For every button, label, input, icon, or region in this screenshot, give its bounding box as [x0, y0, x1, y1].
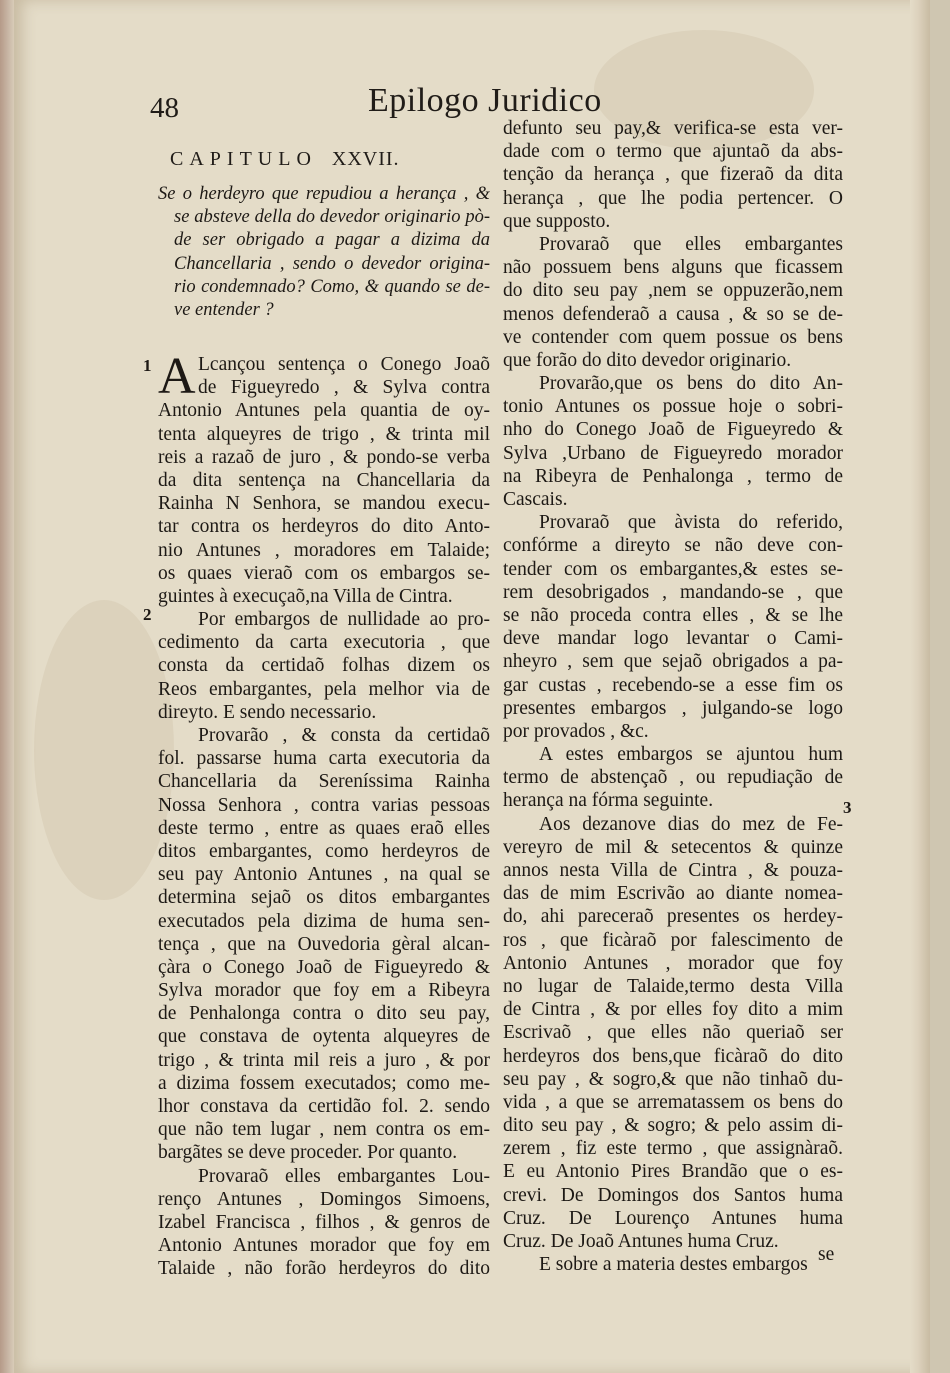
text-line: Provaraõ que elles embargantes	[539, 233, 843, 255]
chapter-number: XXVII.	[331, 148, 400, 170]
text-line: Izabel Francisca , filhos , & genros de	[158, 1211, 490, 1233]
text-line: vereyro de mil & setecentos & quinze	[503, 836, 843, 858]
text-line: herança na fórma seguinte.	[503, 790, 714, 812]
text-line: deste termo , entre as quaes eraõ elles	[158, 817, 490, 839]
page-number: 48	[150, 92, 179, 124]
text-line: a dizima fossem executados; como me-	[158, 1072, 490, 1094]
text-line: lhor constava da certidão fol. 2. sendo	[158, 1096, 490, 1117]
text-line: de Figueyredo , & Sylva contra	[198, 377, 490, 399]
text-line: reis a razaõ de juro , & pondo-se verba	[158, 446, 490, 468]
paragraph-1	[158, 348, 490, 608]
book-spine	[0, 0, 14, 1373]
text-line: Sylva morador que foy em a Ribeyra	[158, 980, 490, 1002]
text-line: confórme a direyto se não deve con-	[503, 535, 843, 557]
text-line: çàra o Conego Joaõ de Figueyredo &	[158, 956, 490, 978]
chapter-heading	[170, 148, 400, 171]
text-line: rem desobrigados , mandando-se , que	[503, 581, 843, 603]
text-line: Cascais.	[503, 489, 568, 510]
text-line: das de mim Escrivão ao diante nomea-	[503, 883, 843, 905]
text-line: bargãtes se deve proceder. Por quanto.	[158, 1142, 458, 1164]
summary-line: ve entender ?	[174, 299, 274, 320]
text-line: Chancellaria da Sereníssima Rainha	[158, 771, 490, 793]
text-line: crevi. De Domingos dos Santos huma	[503, 1184, 843, 1206]
chapter-label: CAPITULO	[170, 148, 317, 170]
text-line: determina sejaõ os ditos embargantes	[158, 887, 490, 909]
text-line: guintes à execuçaõ,na Villa de Cintra.	[158, 585, 453, 607]
text-line: de Penhalonga contra o dito seu pay,	[158, 1003, 490, 1025]
paper-stain	[34, 600, 174, 900]
text-line: nio Antunes , moradores em Talaide;	[158, 539, 490, 561]
text-line: direyto. E sendo necessario.	[158, 701, 377, 723]
text-line: tença , que na Ouvedoria gèral alcan-	[158, 933, 490, 955]
text-line: A estes embargos se ajuntou hum	[539, 744, 843, 766]
text-line: que constava de oytenta alqueyres de	[158, 1026, 490, 1048]
text-line: dade com o termo que ajuntaõ da abs-	[503, 141, 843, 163]
text-line: Por embargos de nullidade ao pro-	[198, 609, 490, 631]
text-line: de Cintra , & por elles foy dito a mim	[503, 999, 843, 1021]
text-line: Provaraõ elles embargantes Lou-	[198, 1165, 490, 1187]
text-line: Cruz. De Lourenço Antunes huma	[503, 1207, 843, 1229]
paragraph-number: 2	[143, 605, 152, 624]
text-line: Lcançou sentença o Conego Joaõ	[198, 354, 490, 375]
text-line: nho do Conego Joaõ de Figueyredo &	[503, 419, 843, 441]
text-line: tenta alqueyres de trigo , & trinta mil	[158, 423, 490, 445]
text-line: E eu Antonio Pires Brandão que o es-	[503, 1161, 843, 1183]
text-line: trigo , & trinta mil reis a juro , & por	[158, 1049, 490, 1071]
text-line: tenção da herança , que fizeraõ da dita	[503, 164, 843, 186]
paragraph-4	[158, 1165, 490, 1281]
text-line: E sobre a materia destes embargos	[539, 1254, 808, 1276]
summary-line: rio condemnado? Como, & quando se de-	[174, 276, 490, 297]
catchword: se	[818, 1244, 835, 1265]
text-line: consta da certidaõ folhas dizem os	[158, 655, 490, 677]
text-line: herdeyros dos bens,que ficàraõ do dito	[503, 1045, 843, 1067]
paragraph-2	[158, 608, 490, 724]
text-line: Nossa Senhora , contra varias pessoas	[158, 794, 490, 816]
text-line: Provarão,que os bens do dito An-	[539, 373, 843, 395]
text-line: herança , que lhe podia pertencer. O	[503, 187, 843, 209]
paragraph-3	[158, 724, 490, 1165]
text-line: Escrivaõ , que elles não queriaõ ser	[503, 1022, 843, 1044]
text-line: menos defenderaõ a causa , & so se de-	[503, 303, 843, 325]
paragraph-number: 1	[143, 356, 152, 375]
text-line: seu pay Antonio Antunes , na qual se	[158, 864, 490, 886]
page-edge	[910, 0, 930, 1373]
text-line: annos nesta Villa de Cintra , & pouza-	[503, 860, 843, 881]
text-line: executados pela dizima de huma sen-	[158, 910, 490, 932]
text-line: renço Antunes , Domingos Simoens,	[158, 1188, 490, 1210]
paragraph-e	[503, 743, 843, 813]
text-line: Talaide , não forão herdeyros do dito	[158, 1258, 490, 1280]
paragraph-g	[503, 1253, 843, 1276]
left-column	[158, 183, 490, 1281]
text-line: Sylva ,Urbano de Figueyredo morador	[503, 442, 843, 464]
text-line: os quaes vieraõ com os embargos se-	[158, 562, 490, 584]
text-line: do, ahi pareceraõ presentes os herdey-	[503, 906, 843, 928]
text-line: no lugar de Talaide,termo desta Villa	[503, 975, 843, 997]
paragraph-f	[503, 813, 843, 1254]
drop-cap: A	[158, 348, 196, 405]
text-line: vida , a que se arrematassem os bens do	[503, 1091, 843, 1113]
text-line: ve contender com quem possue os bens	[503, 326, 843, 348]
text-line: seu pay , & sogro,& que não tinhaõ du-	[503, 1068, 843, 1090]
text-line: Reos embargantes, pela melhor via de	[158, 678, 490, 700]
summary-line: se absteve della do devedor originario pò-	[174, 207, 490, 228]
text-line: Rainha N Senhora, se mandou execu-	[158, 493, 490, 515]
paragraph-c	[503, 372, 843, 511]
text-line: dito seu pay , & sogro; & pelo assim di-	[503, 1115, 843, 1137]
right-column	[503, 117, 843, 1276]
summary-line: Chancellaria , sendo o devedor origina-	[174, 253, 490, 274]
running-title: Epilogo Juridico	[368, 82, 602, 119]
text-line: nheyro , sem que sejaõ obrigados a pa-	[503, 651, 843, 673]
text-line: ditos embargantes, como herdeyros de	[158, 840, 490, 862]
summary-line: de ser obrigado a pagar a dizima da	[174, 230, 490, 251]
text-line: não possuem bens alguns que ficassem	[503, 257, 843, 279]
text-line: por provados , &c.	[503, 720, 649, 742]
text-line: Provaraõ que àvista do referido,	[539, 512, 843, 534]
text-line: se não proceda contra elles , & se lhe	[503, 604, 843, 626]
text-line: fol. passarse huma carta executoria da	[158, 748, 490, 770]
text-line: que não tem lugar , nem contra os em-	[158, 1119, 490, 1141]
text-line: zerem , fiz este termo , que assignàraõ.	[503, 1138, 843, 1160]
text-line: ros , que ficàraõ por falescimento de	[503, 929, 843, 951]
text-line: do dito seu pay ,nem se oppuzerão,nem	[503, 280, 843, 302]
text-line: Antonio Antunes , morador que foy	[503, 952, 843, 974]
text-line: tender com os embargantes,& estes se-	[503, 558, 843, 580]
text-line: presentes embargos , julgando-se logo	[503, 697, 843, 719]
continued-paragraph	[503, 117, 843, 233]
text-line: gar custas , recebendo-se a esse fim os	[503, 674, 843, 696]
summary-line: Se o herdeyro que repudiou a herança , &	[158, 184, 490, 204]
paragraph-d	[503, 511, 843, 743]
text-line: da dita sentença na Chancellaria da	[158, 469, 490, 491]
text-line: Provarão , & consta da certidaõ	[198, 725, 490, 746]
text-line: tonio Antunes os possue hoje o sobri-	[503, 396, 843, 418]
text-line: termo de abstençaõ , ou repudiação de	[503, 767, 843, 789]
text-line: tar contra os herdeyros do dito Anto-	[158, 516, 490, 538]
text-line: Antonio Antunes pela quantia de oy-	[158, 400, 490, 422]
text-line: cedimento da carta executoria , que	[158, 632, 490, 654]
text-line: Aos dezanove dias do mez de Fe-	[539, 813, 843, 835]
text-line: que supposto.	[503, 210, 611, 232]
paragraph-number: 3	[843, 798, 852, 817]
text-line: defunto seu pay,& verifica-se esta ver-	[503, 118, 843, 139]
text-line: deve mandar logo levantar o Cami-	[503, 628, 843, 650]
text-line: que forão do dito devedor originario.	[503, 349, 792, 371]
text-line: na Ribeyra de Penhalonga , termo de	[503, 465, 843, 487]
chapter-summary	[158, 183, 490, 329]
text-line: Cruz. De Joaõ Antunes huma Cruz.	[503, 1231, 779, 1252]
text-line: Antonio Antunes morador que foy em	[158, 1235, 490, 1257]
paragraph-b	[503, 233, 843, 372]
